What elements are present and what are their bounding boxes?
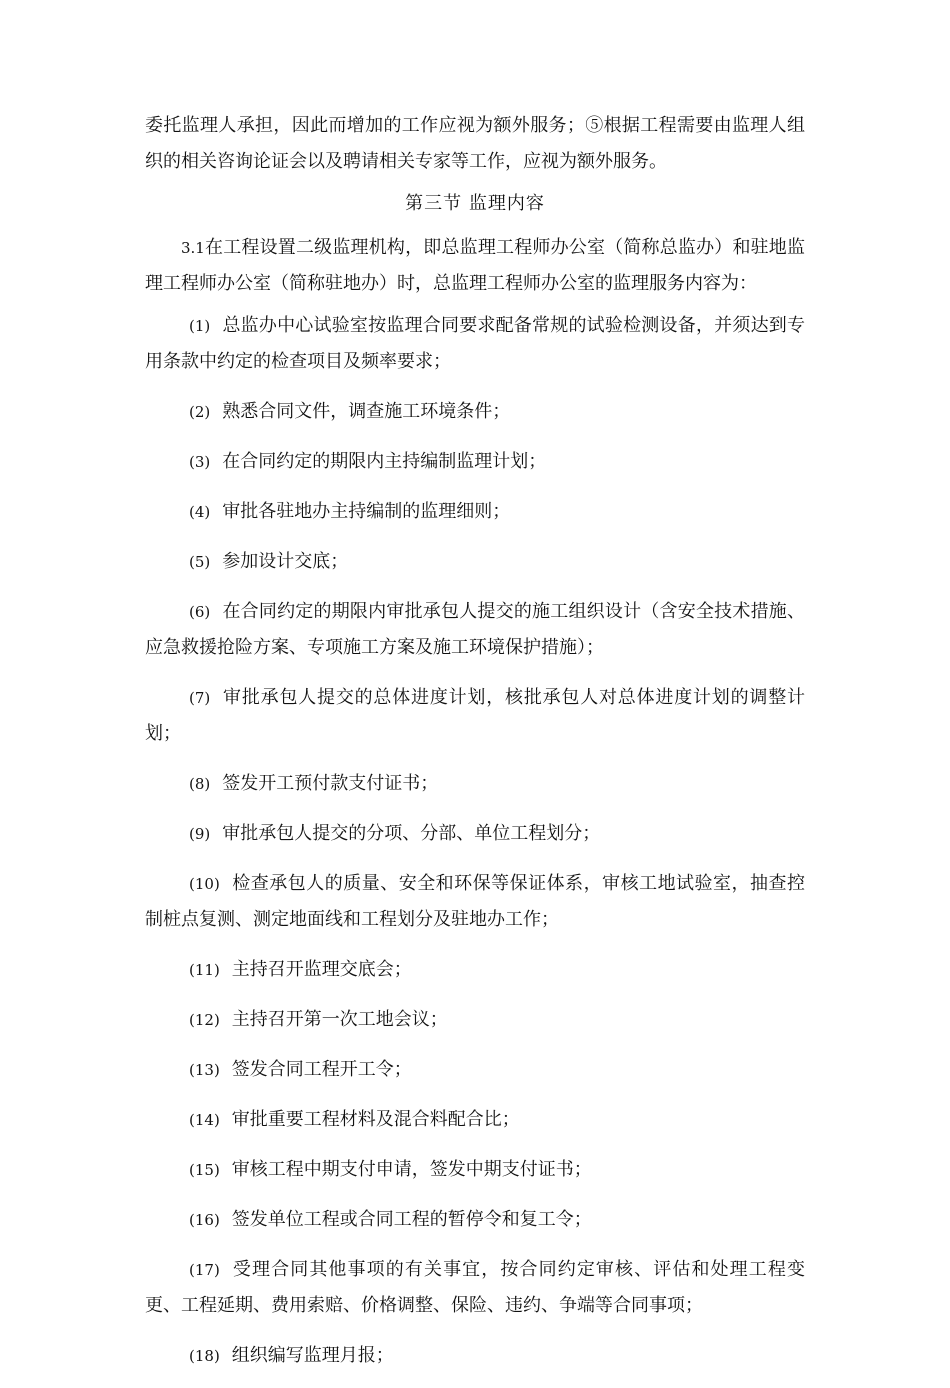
item-text: 总监办中心试验室按监理合同要求配备常规的试验检测设备，并须达到专用条款中约定的检查项目及频率要求； xyxy=(145,315,805,372)
item-number: (1) xyxy=(189,317,211,335)
item-number: (5) xyxy=(189,553,211,571)
list-item xyxy=(145,444,805,480)
list-item xyxy=(145,1202,805,1238)
item-number: (11) xyxy=(189,961,220,979)
item-text: 签发合同工程开工令； xyxy=(231,1059,412,1080)
item-text: 检查承包人的质量、安全和环保等保证体系，审核工地试验室，抽查控制桩点复测、测定地面线和工程划分及驻地办工作； xyxy=(145,873,805,930)
item-number: (9) xyxy=(189,825,211,843)
list-item xyxy=(145,680,805,752)
item-text: 签发单位工程或合同工程的暂停令和复工令； xyxy=(231,1209,592,1230)
item-number: (3) xyxy=(189,453,211,471)
item-text: 审批承包人提交的总体进度计划，核批承包人对总体进度计划的调整计划； xyxy=(145,687,805,744)
item-text: 在合同约定的期限内主持编制监理计划； xyxy=(222,451,547,472)
list-item xyxy=(145,1152,805,1188)
intro-paragraph: 委托监理人承担，因此而增加的工作应视为额外服务；⑤根据工程需要由监理人组织的相关咨询论证会以及聘请相关专家等工作，应视为额外服务。 xyxy=(145,115,805,172)
list-item xyxy=(145,1002,805,1038)
list-item xyxy=(145,816,805,852)
item-text: 审核工程中期支付申请，签发中期支付证书； xyxy=(231,1159,592,1180)
item-number: (12) xyxy=(189,1011,220,1029)
list-item xyxy=(145,866,805,938)
item-text: 参加设计交底； xyxy=(222,551,349,572)
item-number: (16) xyxy=(189,1211,220,1229)
item-text: 在合同约定的期限内审批承包人提交的施工组织设计（含安全技术措施、应急救援抢险方案、专项施工方案及施工环境保护措施）； xyxy=(145,601,805,658)
item-list xyxy=(145,308,805,1374)
item-number: (15) xyxy=(189,1161,220,1179)
list-item xyxy=(145,308,805,380)
item-number: (2) xyxy=(189,403,211,421)
list-item xyxy=(145,1102,805,1138)
clause-number: 3.1 xyxy=(181,239,205,257)
item-text: 签发开工预付款支付证书； xyxy=(222,773,439,794)
list-item xyxy=(145,952,805,988)
item-number: (13) xyxy=(189,1061,220,1079)
item-text: 组织编写监理月报； xyxy=(231,1345,394,1366)
item-text: 熟悉合同文件，调查施工环境条件； xyxy=(222,401,511,422)
item-number: (4) xyxy=(189,503,211,521)
item-number: (10) xyxy=(189,875,220,893)
item-number: (18) xyxy=(189,1347,220,1365)
item-number: (17) xyxy=(189,1261,220,1279)
list-item xyxy=(145,394,805,430)
list-item xyxy=(145,1338,805,1374)
list-item xyxy=(145,766,805,802)
item-text: 审批重要工程材料及混合料配合比； xyxy=(231,1109,520,1130)
clause-text: 在工程设置二级监理机构，即总监理工程师办公室（简称总监办）和驻地监理工程师办公室（简称驻地办）时，总监理工程师办公室的监理服务内容为： xyxy=(145,237,805,294)
item-text: 主持召开监理交底会； xyxy=(231,959,412,980)
list-item xyxy=(145,494,805,530)
clause-paragraph xyxy=(145,230,805,302)
item-number: (8) xyxy=(189,775,211,793)
list-item xyxy=(145,1252,805,1324)
item-text: 受理合同其他事项的有关事宜，按合同约定审核、评估和处理工程变更、工程延期、费用索赔、价格调整、保险、违约、争端等合同事项； xyxy=(145,1259,805,1316)
item-text: 审批承包人提交的分项、分部、单位工程划分； xyxy=(222,823,601,844)
section-title: 第三节 监理内容 xyxy=(405,193,545,214)
list-item xyxy=(145,544,805,580)
item-number: (14) xyxy=(189,1111,220,1129)
item-number: (7) xyxy=(189,689,211,707)
list-item xyxy=(145,594,805,666)
item-number: (6) xyxy=(189,603,211,621)
item-text: 主持召开第一次工地会议； xyxy=(231,1009,448,1030)
list-item xyxy=(145,1052,805,1088)
document-page xyxy=(145,108,805,1388)
item-text: 审批各驻地办主持编制的监理细则； xyxy=(222,501,511,522)
